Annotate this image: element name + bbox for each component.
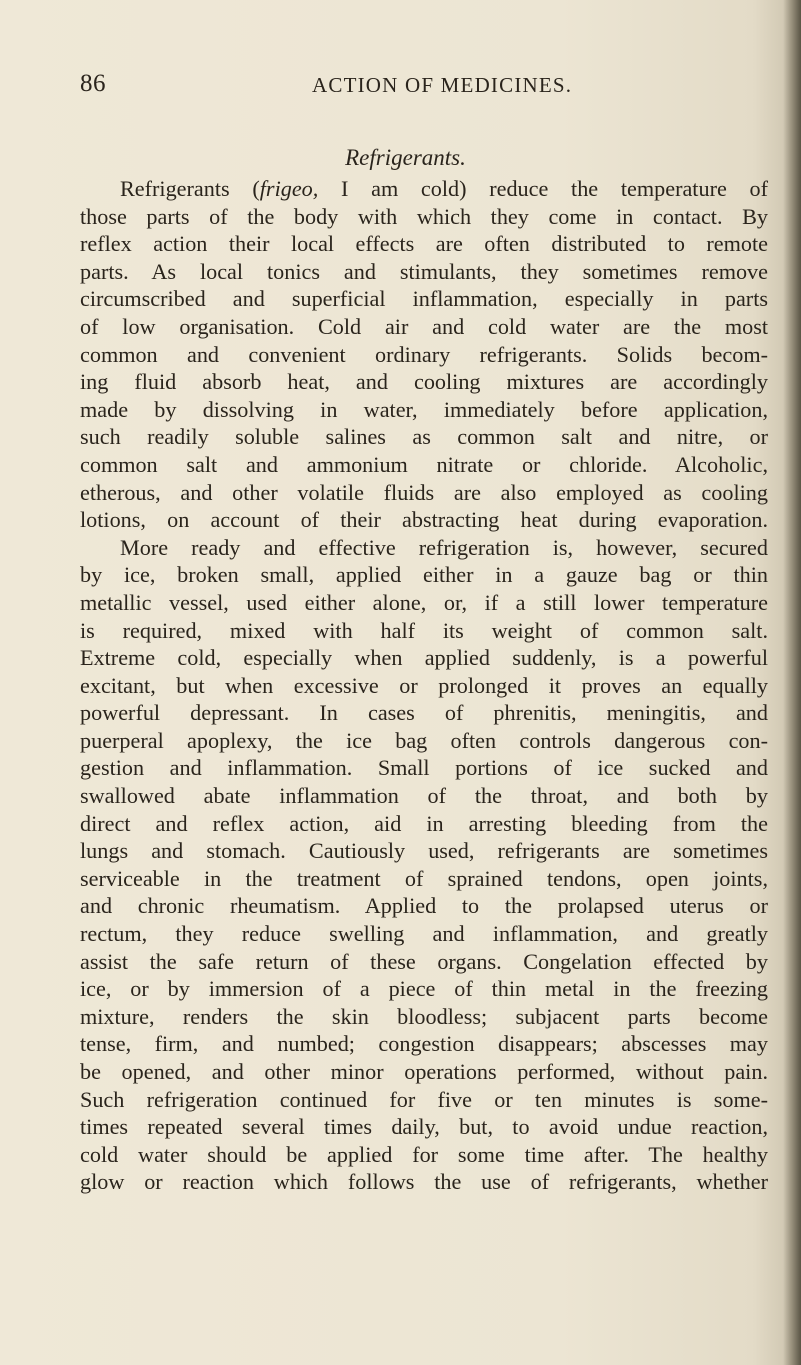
text-line: metallic vessel, used either alone, or, if a still lower temperature [80, 589, 768, 615]
text-line: ing fluid absorb heat, and cooling mixtures are accordingly [80, 369, 768, 395]
section-heading: Refrigerants. [345, 145, 466, 170]
binding-shadow [783, 0, 801, 1365]
text-line: mixture, renders the skin bloodless; subjacent parts become [80, 1003, 768, 1029]
text-line: direct and reflex action, aid in arresting bleeding from the [80, 810, 768, 836]
text-line: Extreme cold, especially when applied suddenly, is a powerful [80, 645, 768, 671]
text-line: serviceable in the treatment of sprained tendons, open joints, [80, 865, 768, 891]
text-line: tense, firm, and numbed; congestion disappears; abscesses may [80, 1031, 768, 1057]
text-line: by ice, broken small, applied either in a gauze bag or thin [80, 562, 768, 588]
text-line: swallowed abate inflammation of the throat, and both by [80, 783, 768, 809]
text-line: More ready and effective refrigeration is, however, secured [120, 534, 768, 560]
text-line: ice, or by immersion of a piece of thin metal in the freezing [80, 976, 768, 1002]
text-line: those parts of the body with which they come in contact. By [80, 203, 768, 229]
text-line: Such refrigeration continued for five or ten minutes is some- [80, 1086, 768, 1112]
text-line: lungs and stomach. Cautiously used, refrigerants are sometimes [80, 838, 768, 864]
text-line: and chronic rheumatism. Applied to the prolapsed uterus or [80, 893, 768, 919]
text-line: common and convenient ordinary refrigerants. Solids becom- [80, 341, 768, 367]
text-line: such readily soluble salines as common salt and nitre, or [80, 424, 768, 450]
text-line: parts. As local tonics and stimulants, they sometimes remove [80, 258, 768, 284]
text-line: common salt and ammonium nitrate or chloride. Alcoholic, [80, 451, 768, 477]
text-line: assist the safe return of these organs. Congelation effected by [80, 948, 768, 974]
text-line: made by dissolving in water, immediately before application, [80, 396, 768, 422]
text-line: rectum, they reduce swelling and inflammation, and greatly [80, 921, 768, 947]
text-line: glow or reaction which follows the use of refrigerants, whether [80, 1169, 768, 1195]
text-line: lotions, on account of their abstracting heat during evaporation. [80, 507, 768, 533]
running-head-title: ACTION OF MEDICINES. [312, 73, 573, 97]
text-line: powerful depressant. In cases of phrenitis, meningitis, and [80, 700, 768, 726]
page-number: 86 [80, 70, 106, 97]
text-line: reflex action their local effects are often distributed to remote [80, 231, 768, 257]
text-line: puerperal apoplexy, the ice bag often controls dangerous con- [80, 727, 768, 753]
text-line: times repeated several times daily, but, to avoid undue reaction, [80, 1114, 768, 1140]
text-line: be opened, and other minor operations performed, without pain. [80, 1059, 768, 1084]
text-line: gestion and inflammation. Small portions of ice sucked and [80, 755, 768, 781]
text-line: excitant, but when excessive or prolonged it proves an equally [80, 672, 768, 698]
text-line: is required, mixed with half its weight of common salt. [80, 617, 768, 643]
body-text [80, 175, 768, 1196]
text-line: circumscribed and superficial inflammation, especially in parts [80, 286, 768, 312]
text-line: etherous, and other volatile fluids are also employed as cooling [80, 479, 768, 505]
text-line: Refrigerants (frigeo, I am cold) reduce the temperature of [120, 176, 768, 201]
text-line: of low organisation. Cold air and cold water are the most [80, 313, 768, 339]
running-head [80, 70, 740, 104]
latin-term: frigeo, [259, 176, 319, 201]
text-line: cold water should be applied for some time after. The healthy [80, 1141, 768, 1167]
